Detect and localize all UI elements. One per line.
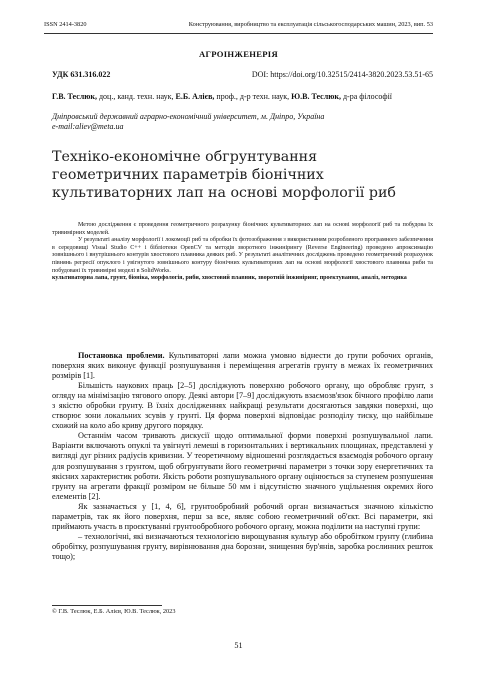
body-paragraph bbox=[52, 351, 433, 381]
institution: Дніпровський державний аграрно-економічний університет, м. Дніпро, Україна bbox=[52, 112, 325, 121]
body-paragraph: – технологічні, які визначаються технологією вирощування культур або обробітком грунту (глибина обробітку, розпушування грунту, вирівнювання дна борозни, знищення бур'янів, заробка рослинних решток тощо); bbox=[52, 531, 433, 561]
article-title: Техніко-економічне обгрунтування геометричних параметрів біонічних культиваторних лап на основі морфології риб bbox=[52, 149, 396, 201]
abstract-paragraph: У результаті аналізу морфології і локомоції риб та обробки їх фотозображення з використанням розробленого програмного забезпечення в середовищі Visual Studio C++ і бібліотеки OpenCV та методів зворотного інжинірингу (Reverse Engineering) проведено апроксимацію зовнішнього і внутрішнього контурів хвостового плавника деяких риб. У результаті аналітичних досліджень проведено геометричний розрахунок півнянь регресії опуклого і увігнутого зовнішнього контуру біонічних культиваторних лап на основі морфології хвостового плавника риби та побудовані їх тривимірні моделі в SolidWorks. bbox=[52, 237, 433, 274]
footnote-rule bbox=[52, 605, 162, 606]
author-name: Ю.В. Теслюк, bbox=[291, 92, 341, 101]
running-header bbox=[44, 21, 433, 28]
author-degree: д-ра філософії bbox=[340, 92, 393, 101]
body-paragraph: Останнім часом тривають дискусії щодо оптимальної форми поверхні розпушувальної лапи. Варіанти включають опуклі та увігнуті лемеші в горизонтальних і вертикальних площинах, представлені у вигляді дуг різних радіусів кривизни. У теоретичному відношенні розглядається взаємодія робочого органу для розпушування з грунтом, щоб обгрунтувати його геометричні параметри з точки зору енергетичних та якісних характеристик роботи. Якість роботи розпушувального органу оцінюється за ступенем розпушення грунту на агрегати фракції розміром не більше 50 мм і відсутністю значного ущільнення окремих його елементів [2]. bbox=[52, 431, 433, 501]
keywords: культиваторна лапа, грунт, біоніка, морфологія, риби, хвостовий плавник, зворотній інжиніринг, проектування, аналіз, методика bbox=[52, 275, 407, 282]
abstract-paragraph: Метою дослідження є проведення геометричного розрахунку біонічних культиваторних лап на основі морфології риб та побудова їх тривимірних моделей. bbox=[52, 222, 433, 236]
author-name: Е.Б. Алієв, bbox=[175, 92, 215, 101]
section-heading: АГРОІНЖЕНЕРІЯ bbox=[199, 49, 278, 59]
paragraph-text: Культиваторні лапи можна умовно віднести до групи робочих органів, поверхня яких виконує функції розпушування і переміщення агрегатів грунту в межах їх геометричних розмірів [1]. bbox=[52, 351, 434, 381]
udc-doi-row bbox=[52, 70, 433, 79]
author-list bbox=[52, 92, 433, 102]
author-degree: проф., д-р техн. наук, bbox=[214, 92, 292, 101]
paragraph-lead: Постановка проблеми. bbox=[78, 351, 165, 360]
header-rule bbox=[44, 33, 433, 34]
issn: ISSN 2414-3820 bbox=[44, 21, 87, 28]
author-degree: доц., канд. техн. наук, bbox=[96, 92, 176, 101]
body-paragraph: Як зазначається у [1, 4, 6], грунтообробний робочий орган визначається значною кількістю параметрів, так як його поверхня, перш за все, являє собою геометричний об'єкт. Всі параметри, які приймають участь в проєктуванні грунтообробного робочого органу, можна поділити на наступні групи: bbox=[52, 501, 433, 531]
email-link[interactable]: e-mail:aliev@meta.ua bbox=[52, 122, 124, 132]
body-paragraph: Більшість наукових праць [2–5] досліджують поверхню робочого органу, що обробляє грунт, з огляду на мінімізацію тягового опору. Деякі автори [7–9] досліджують взаємозв'язок бічного профілю лапи з якістю обробки грунту. В їхніх дослідженнях найкращі результати досягаються завдяки поверхні, що створює зони локальних зсувів у грунті. Ця форма поверхні відповідає розподілу тиску, що найбільше схожий на коло або криву другого порядку. bbox=[52, 381, 433, 431]
udc-code: УДК 631.316.022 bbox=[52, 70, 111, 79]
author-name: Г.В. Теслюк, bbox=[52, 92, 97, 101]
affiliation bbox=[52, 112, 433, 132]
journal-name: Конструювання, виробництво та експлуатація сільськогосподарських машин, 2023, вип. 53 bbox=[188, 21, 433, 28]
copyright-footnote: © Г.В. Теслюк, Е.Б. Алієв, Ю.В. Теслюк, 2023 bbox=[52, 608, 176, 615]
article-body bbox=[52, 351, 433, 562]
page-number: 51 bbox=[234, 641, 243, 650]
abstract bbox=[52, 222, 433, 283]
doi-link[interactable]: DOI: https://doi.org/10.32515/2414-3820.2023.53.51-65 bbox=[251, 70, 433, 79]
